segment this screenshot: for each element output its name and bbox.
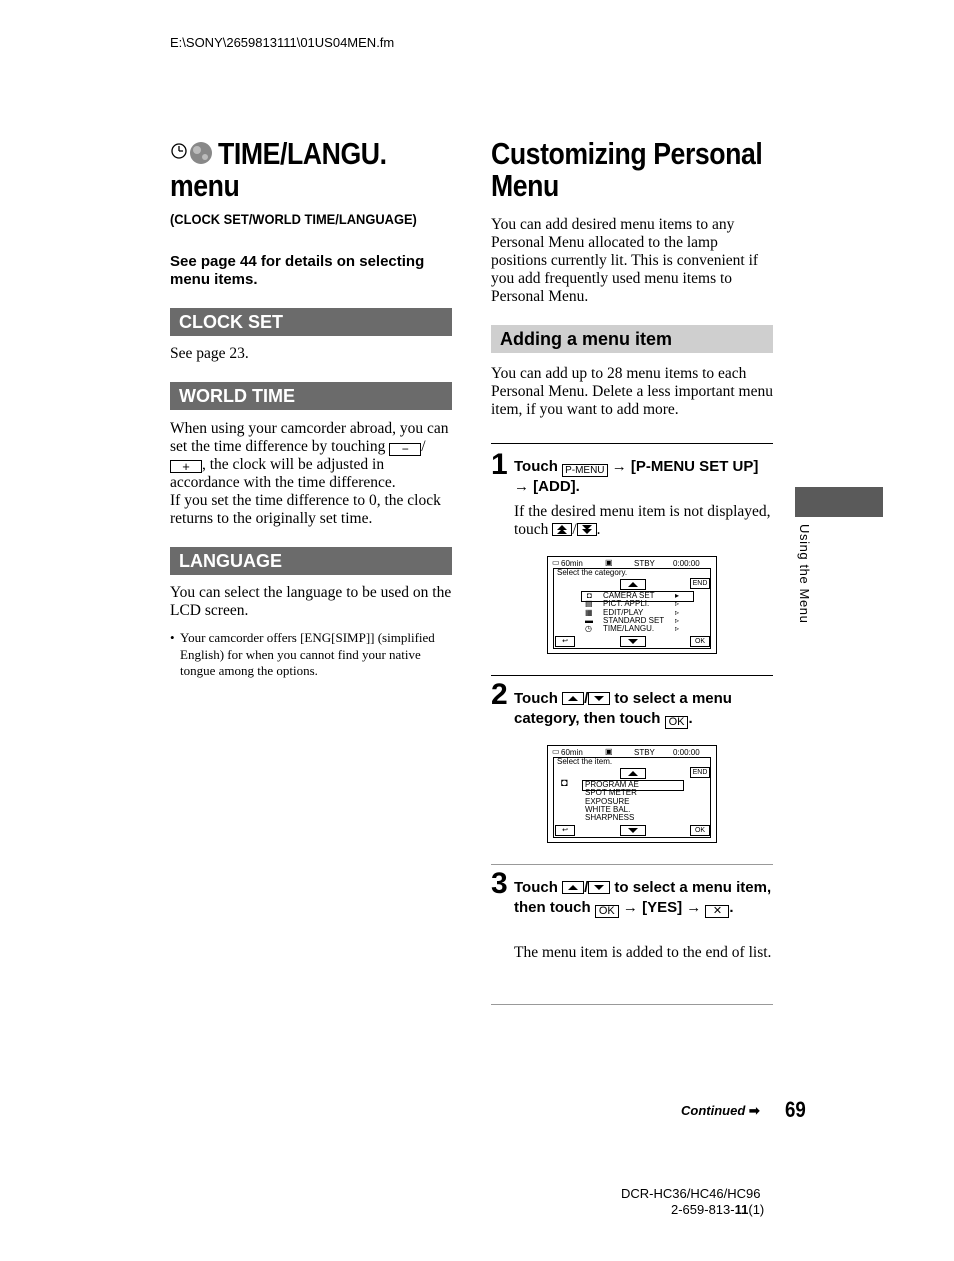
step2-text: Touch / to select a menu category, then touch OK . <box>514 690 732 728</box>
lcd2-item: EXPOSURE <box>585 797 630 806</box>
pict-appli-icon: ▤ <box>585 599 593 608</box>
up-arrow-button <box>562 692 584 705</box>
lcd1-down-button <box>620 636 646 647</box>
camera-set-icon: ◘ <box>561 777 568 789</box>
lcd1-item: PICT. APPLI. <box>603 599 650 608</box>
lcd2-ok-button: OK <box>690 825 710 836</box>
tape-icon: ▣ <box>605 558 613 567</box>
lcd2-end-button: END <box>690 767 710 778</box>
arrow-right-icon: ▹ <box>675 599 680 608</box>
lcd2-time: 0:00:00 <box>673 748 700 757</box>
language-body: You can select the language to be used on the LCD screen. <box>170 584 452 619</box>
lcd2-prompt: Select the item. <box>557 757 613 766</box>
time-langu-small-icon: ◷ <box>585 624 592 633</box>
lcd-screen-item <box>547 745 717 843</box>
page-number: 69 <box>785 1097 806 1122</box>
lcd1-up-button <box>620 579 646 590</box>
section-heading-language: LANGUAGE <box>170 547 452 575</box>
arrow-right-icon: ▸ <box>675 591 680 600</box>
lcd1-end-button: END <box>690 578 710 589</box>
lcd2-item: SPOT METER <box>585 788 637 797</box>
step3-rule <box>491 864 773 865</box>
page-up-icon <box>552 523 572 536</box>
section-heading-world-time: WORLD TIME <box>170 382 452 410</box>
adding-body: You can add up to 28 menu items to each Personal Menu. Delete a less important menu item, if you want to add more. <box>491 365 773 418</box>
lcd1-stby: STBY <box>634 559 655 568</box>
language-bullet-dot: • <box>170 630 175 645</box>
lcd2-remaining: 60min <box>561 748 583 757</box>
step1-note: If the desired menu item is not displayed, touch / . <box>514 503 771 538</box>
step2-number: 2 <box>491 678 508 711</box>
world-time-text-b: , the clock will be adjusted in accordance with the time difference. <box>170 456 396 491</box>
world-time-body: When using your camcorder abroad, you can set the time difference by touching − /+ , the clock will be adjusted in accordance with the time difference. If you set the time difference to 0, the clock returns to the originally set time. <box>170 420 449 527</box>
document-code: 2-659-813-11(1) <box>671 1202 765 1217</box>
time-langu-icon <box>170 140 216 166</box>
p-menu-button: P-MENU <box>562 464 607 477</box>
step1-number: 1 <box>491 448 508 481</box>
step3-number: 3 <box>491 867 508 900</box>
see-page-note: See page 44 for details on selecting menu items. <box>170 253 425 288</box>
tape-icon: ▣ <box>605 747 613 756</box>
clock-set-body: See page 23. <box>170 345 249 362</box>
file-path: E:\SONY\2659813111\01US04MEN.fm <box>170 35 395 50</box>
page-down-icon <box>577 523 597 536</box>
side-tab <box>795 487 883 517</box>
ok-button: OK <box>595 905 619 918</box>
lcd1-item: EDIT/PLAY <box>603 608 644 617</box>
lcd1-item: CAMERA SET <box>603 591 655 600</box>
world-time-text-a: When using your camcorder abroad, you can set the time difference by touching <box>170 420 449 455</box>
lcd1-return-button: ↩ <box>555 636 575 647</box>
step2-rule <box>491 675 773 676</box>
right-title-line2: Menu <box>491 168 559 203</box>
battery-icon: ▭ <box>552 558 560 567</box>
up-arrow-button <box>562 881 584 894</box>
lcd2-down-button <box>620 825 646 836</box>
step1-rule <box>491 443 773 444</box>
arrow-right-icon: ▹ <box>675 608 680 617</box>
plus-button: + <box>170 460 202 473</box>
lcd1-item: TIME/LANGU. <box>603 624 655 633</box>
left-subtitle: (CLOCK SET/WORLD TIME/LANGUAGE) <box>170 211 417 227</box>
end-rule <box>491 1004 773 1005</box>
standard-set-icon: ▬ <box>585 616 593 625</box>
continued-arrow-icon: ➡ <box>748 1103 760 1118</box>
lcd2-item: WHITE BAL. <box>585 805 631 814</box>
ok-button: OK <box>665 716 689 729</box>
lcd1-item: STANDARD SET <box>603 616 665 625</box>
close-icon: ✕ <box>705 905 729 918</box>
continued-label: Continued ➡ <box>681 1103 760 1118</box>
section-heading-clock-set: CLOCK SET <box>170 308 452 336</box>
camera-set-icon: ◘ <box>587 591 592 600</box>
side-tab-label: Using the Menu <box>797 524 812 624</box>
lcd1-ok-button: OK <box>690 636 710 647</box>
lcd2-up-button <box>620 768 646 779</box>
language-bullet: Your camcorder offers [ENG[SIMP]] (simplified English) for when you cannot find your native tongue among the options. <box>180 630 435 678</box>
down-arrow-button <box>588 881 610 894</box>
subsection-heading-adding: Adding a menu item <box>491 325 773 353</box>
right-intro: You can add desired menu items to any Personal Menu allocated to the lamp positions currently lit. This is convenient if you add frequently used menu items to Personal Menu. <box>491 216 759 305</box>
model-number: DCR-HC36/HC46/HC96 <box>621 1186 761 1201</box>
minus-button: − <box>389 443 421 456</box>
lcd2-item: PROGRAM AE <box>585 780 639 789</box>
lcd2-return-button: ↩ <box>555 825 575 836</box>
lcd2-item: SHARPNESS <box>585 813 635 822</box>
lcd-screen-category <box>547 556 717 654</box>
lcd1-remaining: 60min <box>561 559 583 568</box>
down-arrow-button <box>588 692 610 705</box>
step1-text: Touch P-MENU → [P-MENU SET UP] → [ADD]. <box>514 458 759 495</box>
lcd1-prompt: Select the category. <box>557 568 628 577</box>
right-title-line1: Customizing Personal <box>491 136 763 171</box>
step3-note: The menu item is added to the end of list. <box>514 944 772 961</box>
left-title-line1: TIME/LANGU. <box>218 136 387 171</box>
arrow-right-icon: ▹ <box>675 624 680 633</box>
left-title-line2: menu <box>170 168 240 203</box>
world-time-text-c: If you set the time difference to 0, the clock returns to the originally set time. <box>170 492 441 527</box>
lcd1-time: 0:00:00 <box>673 559 700 568</box>
step3-text: Touch / to select a menu item, then touch OK → [YES] → ✕ . <box>514 879 772 917</box>
lcd2-stby: STBY <box>634 748 655 757</box>
edit-play-icon: ▦ <box>585 608 593 617</box>
battery-icon: ▭ <box>552 747 560 756</box>
arrow-right-icon: ▹ <box>675 616 680 625</box>
